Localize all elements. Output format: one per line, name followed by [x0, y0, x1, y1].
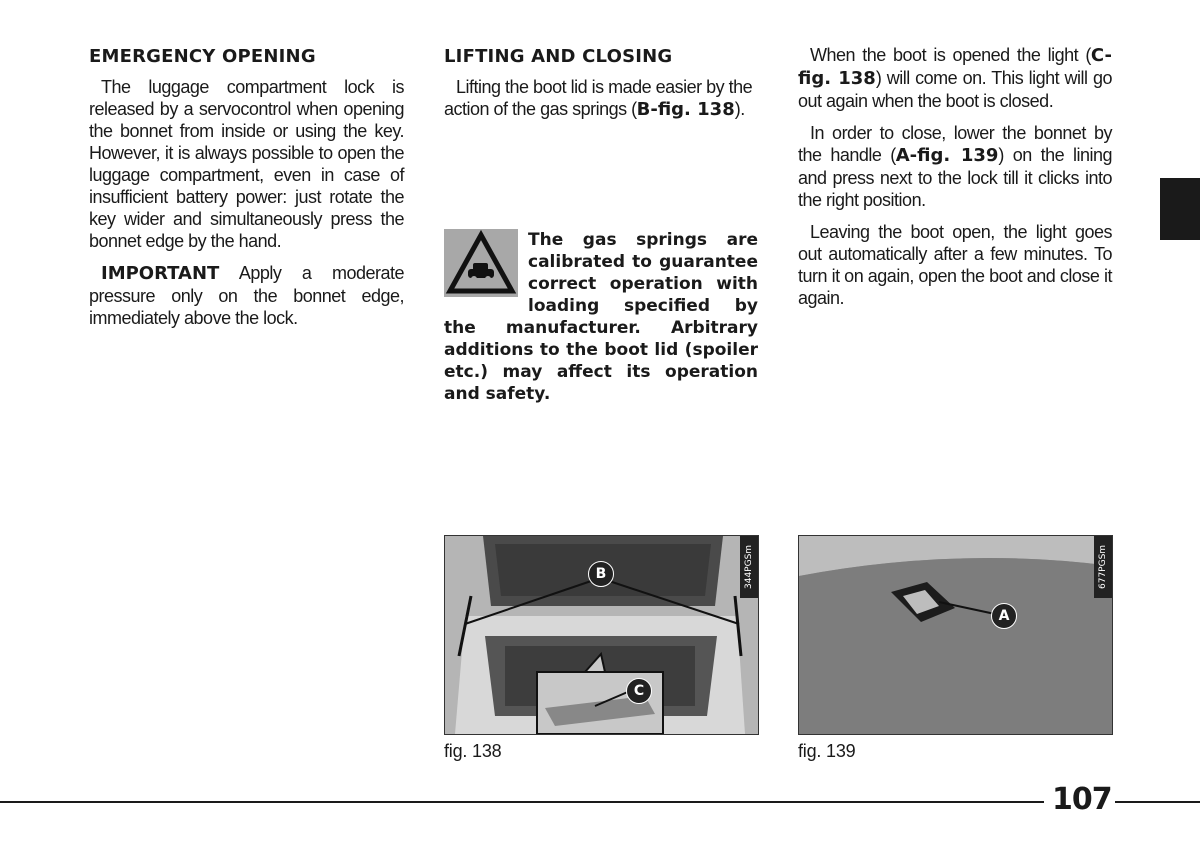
paragraph-gas-springs — [444, 76, 758, 121]
figure-138-open-boot — [444, 535, 759, 735]
lining-photo — [799, 536, 1112, 734]
ref-a-fig-139: A-fig. 139 — [895, 145, 999, 166]
figure-code-138: 344PGSm — [740, 536, 758, 598]
figure-code-139: 677PGSm — [1094, 536, 1112, 598]
gas-springs-text: Lifting the boot lid is made easier by the action of the gas springs ( — [444, 77, 753, 119]
paragraph-light-timeout: Leaving the boot open, the light goes out automatically after a few minutes. To turn it on again, open the boot and close it again. — [798, 222, 1112, 308]
important-text: Apply a moderate pressure only on the bonnet edge, immediately above the lock. — [89, 263, 404, 328]
caption-fig-139: fig. 139 — [798, 741, 856, 761]
warning-triangle-car-icon — [444, 229, 518, 297]
column-boot-light — [798, 44, 1112, 319]
boot-light-text: When the boot is opened the light ( — [810, 45, 1091, 65]
warning-block — [444, 229, 758, 405]
gas-springs-end: ). — [734, 99, 745, 119]
paragraph-important — [89, 262, 404, 329]
footer-rule-left — [0, 801, 1044, 803]
marker-c: C — [626, 678, 652, 704]
column-emergency-opening — [89, 44, 404, 339]
closing-text: In order to close, lower the bonnet by the handle ( — [798, 123, 1112, 165]
paragraph-boot-light — [798, 44, 1112, 112]
heading-emergency-opening: EMERGENCY OPENING — [89, 46, 316, 67]
boot-light-end: ) will come on. This light will go out again when the boot is closed. — [798, 68, 1112, 111]
footer-rule-right — [1115, 801, 1200, 803]
closing-end: ) on the lining and press next to the lock till it clicks into the right position. — [798, 145, 1112, 210]
marker-b: B — [588, 561, 614, 587]
figure-139-boot-lining — [798, 535, 1113, 735]
caption-fig-138: fig. 138 — [444, 741, 502, 761]
ref-b-fig-138: B-fig. 138 — [636, 99, 735, 120]
paragraph-closing — [798, 122, 1112, 211]
ref-c-fig-138: C-fig. 138 — [798, 45, 1112, 89]
warning-text: The gas springs are calibrated to guarantee correct operation with loading specified by the manufacturer. Arbitrary additions to the boot lid (spoiler etc.) may affect its operation and safety. — [444, 230, 758, 404]
marker-a: A — [991, 603, 1017, 629]
paragraph-lock-release: The luggage compartment lock is released by a servocontrol when opening the bonnet from inside or using the key. However, it is always possible to open the luggage compartment, even in case of insufficient battery power: just rotate the key wider and simultaneously press the bonnet edge by the hand. — [89, 77, 404, 251]
section-tab-marker — [1160, 178, 1200, 240]
heading-lifting-closing: LIFTING AND CLOSING — [444, 46, 673, 67]
important-label: IMPORTANT — [101, 263, 220, 284]
column-lifting-closing — [444, 44, 758, 131]
page-number: 107 — [1052, 782, 1112, 817]
